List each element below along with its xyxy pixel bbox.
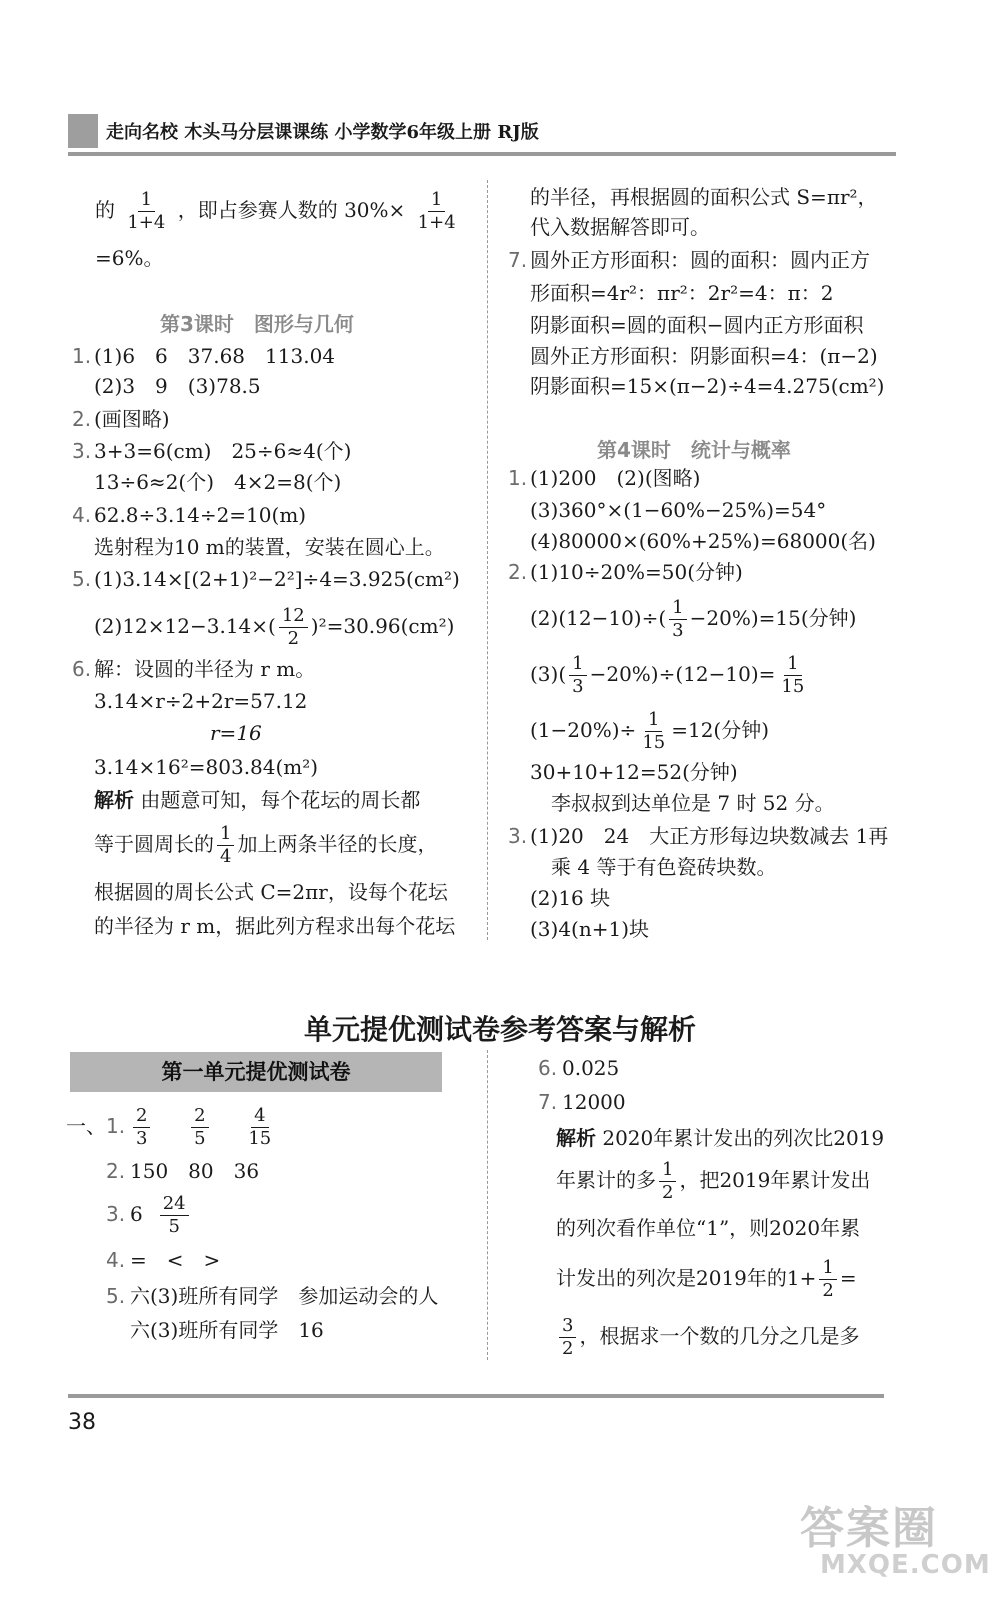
analysis-line: 计发出的列次是2019年的1+ $\frac{1}{2}$ = [556, 1257, 857, 1301]
answer-line: (2)(12−10)÷( $\frac{1}{3}$ −20%)=15(分钟) [530, 597, 857, 641]
answer-line: 3.14×r÷2+2r=57.12 [94, 689, 308, 713]
answer-line: (2)3 9 (3)78.5 [94, 374, 261, 398]
question-number: 7. [508, 248, 528, 272]
answer-line: (2)16 块 [530, 886, 611, 910]
fraction: $\frac{2}{3}$ [133, 1106, 150, 1149]
analysis-line: 的列次看作单位“1”，则2020年累 [556, 1216, 861, 1240]
analysis-line: 等于圆周长的 $\frac{1}{4}$ 加上两条半径的长度， [94, 823, 438, 867]
left-line-2: =6%。 [95, 246, 164, 270]
answer-line: (3)( $\frac{1}{3}$ −20%)÷(12−10)= $\frac{1}{15}$ [530, 654, 810, 697]
answer-line: 62.8÷3.14÷2=10(m) [94, 503, 307, 527]
answer-line: 李叔叔到达单位是 7 时 52 分。 [551, 791, 835, 815]
question-number: 1. [72, 344, 92, 368]
header-title: 走向名校 木头马分层课课练 小学数学6年级上册 RJ版 [106, 122, 539, 143]
answer-line: (1)20 24 大正方形每边块数减去 1再 [530, 824, 889, 848]
right-line: 代入数据解答即可。 [530, 215, 710, 239]
fraction: $\frac{1}{1+4}$ [417, 189, 456, 233]
fraction: $\frac{1}{2}$ [819, 1258, 836, 1301]
answer-line: (1)6 6 37.68 113.04 [94, 344, 336, 368]
header-block [68, 114, 98, 148]
answer-line: 解：设圆的半径为 r m。 [94, 657, 316, 681]
answer-line [130, 1106, 277, 1149]
fraction: $\frac{12}{2}$ [279, 606, 308, 649]
answer-line: 六(3)班所有同学 参加运动会的人 [130, 1284, 439, 1308]
question-number: 3. [508, 824, 528, 848]
watermark-url: MXQE.COM [820, 1550, 991, 1580]
question-number: 3. [106, 1202, 126, 1226]
fraction: $\frac{1}{15}$ [642, 709, 666, 753]
unit-answers-title: 单元提优测试卷参考答案与解析 [303, 1013, 696, 1046]
column-divider [487, 180, 488, 940]
answer-line: (1−20%)÷ $\frac{1}{15}$ =12(分钟) [530, 709, 770, 753]
fraction: $\frac{1}{3}$ [569, 654, 586, 697]
answer-line: 乘 4 等于有色瓷砖块数。 [551, 855, 777, 879]
header-bar [68, 110, 896, 158]
unit-test-bar-title: 第一单元提优测试卷 [70, 1052, 442, 1092]
answer-line: (3)4(n+1)块 [530, 917, 650, 941]
answer-line: 13÷6≈2(个) 4×2=8(个) [94, 470, 342, 494]
question-number: 6. [538, 1056, 558, 1080]
analysis-line: 解析 由题意可知，每个花坛的周长都 [94, 788, 421, 812]
question-number: 1. [106, 1114, 126, 1138]
answer-line: 圆外正方形面积：阴影面积=4：(π−2) [530, 344, 878, 368]
answer-line: 6 $\frac{24}{5}$ [130, 1194, 192, 1237]
right-line: 的半径，再根据圆的面积公式 S=πr²， [530, 185, 878, 209]
fraction: $\frac{2}{5}$ [191, 1106, 208, 1149]
answer-line: = < > [130, 1248, 221, 1272]
question-number: 3. [72, 439, 92, 463]
section-title-lesson3: 第3课时 图形与几何 [160, 312, 354, 336]
answer-line: 阴影面积=15×(π−2)÷4=4.275(cm²) [530, 374, 885, 398]
answer-line: 150 80 36 [130, 1159, 260, 1183]
part-label: 一、 [66, 1114, 106, 1138]
answer-line: (3)360°×(1−60%−25%)=54° [530, 498, 827, 522]
fraction: $\frac{4}{15}$ [248, 1105, 272, 1149]
fraction: $\frac{1}{4}$ [217, 824, 234, 867]
fraction: $\frac{1}{15}$ [781, 653, 805, 697]
question-number: 2. [106, 1159, 126, 1183]
section-title-lesson4: 第4课时 统计与概率 [597, 438, 791, 462]
watermark-logo [800, 1492, 990, 1592]
left-line-1: 的 $\frac{1}{1+4}$ ，即占参赛人数的 30%× $\frac{1}{1+4}$ [95, 190, 462, 233]
question-number: 4. [72, 503, 92, 527]
question-number: 5. [106, 1284, 126, 1308]
answer-line: (2)12×12−3.14×( $\frac{12}{2}$ )²=30.96(cm²) [94, 605, 455, 649]
answer-line: (4)80000×(60%+25%)=68000(名) [530, 529, 876, 553]
question-number: 1. [508, 466, 528, 490]
answer-line: r=16 [210, 721, 262, 745]
question-number: 2. [72, 407, 92, 431]
fraction: $\frac{1}{1+4}$ [127, 189, 166, 233]
column-divider [487, 1050, 488, 1360]
answer-line: 0.025 [562, 1056, 620, 1080]
watermark-text: 答案圈 [800, 1503, 938, 1554]
analysis-line: 根据圆的周长公式 C=2πr，设每个花坛 [94, 880, 448, 904]
answer-line: 形面积=4r²：πr²：2r²=4：π：2 [530, 281, 834, 305]
analysis-line: 的半径为 r m，据此列方程求出每个花坛 [94, 914, 456, 938]
fraction: $\frac{1}{3}$ [669, 598, 686, 641]
analysis-line: 解析 2020年累计发出的列次比2019 [556, 1126, 885, 1150]
fraction: $\frac{3}{2}$ [559, 1316, 576, 1359]
answer-line: 圆外正方形面积：圆的面积：圆内正方 [530, 248, 870, 272]
fraction: $\frac{24}{5}$ [160, 1194, 189, 1237]
answer-line: (1)3.14×[(2+1)²−2²]÷4=3.925(cm²) [94, 567, 460, 591]
analysis-line: $\frac{3}{2}$ ，根据求一个数的几分之几是多 [556, 1316, 859, 1359]
answer-line: 3+3=6(cm) 25÷6≈4(个) [94, 439, 352, 463]
question-number: 4. [106, 1248, 126, 1272]
question-number: 5. [72, 567, 92, 591]
question-number: 7. [538, 1090, 558, 1114]
answer-line: (1)200 (2)(图略) [530, 466, 701, 490]
page-number: 38 [68, 1410, 96, 1435]
answer-line: (画图略) [94, 407, 170, 431]
header-rule [68, 152, 896, 156]
answer-line: 选射程为10 m的装置，安装在圆心上。 [94, 535, 445, 559]
footer-rule [68, 1394, 884, 1398]
answer-line: 30+10+12=52(分钟) [530, 760, 738, 784]
answer-line: 阴影面积=圆的面积−圆内正方形面积 [530, 313, 864, 337]
answer-line: (1)10÷20%=50(分钟) [530, 560, 743, 584]
question-number: 6. [72, 657, 92, 681]
answer-line: 3.14×16²=803.84(m²) [94, 755, 319, 779]
answer-line: 六(3)班所有同学 16 [130, 1318, 324, 1342]
analysis-line: 年累计的多 $\frac{1}{2}$ ，把2019年累计发出 [556, 1159, 871, 1203]
answer-line: 12000 [562, 1090, 626, 1114]
fraction: $\frac{1}{2}$ [659, 1160, 676, 1203]
question-number: 2. [508, 560, 528, 584]
